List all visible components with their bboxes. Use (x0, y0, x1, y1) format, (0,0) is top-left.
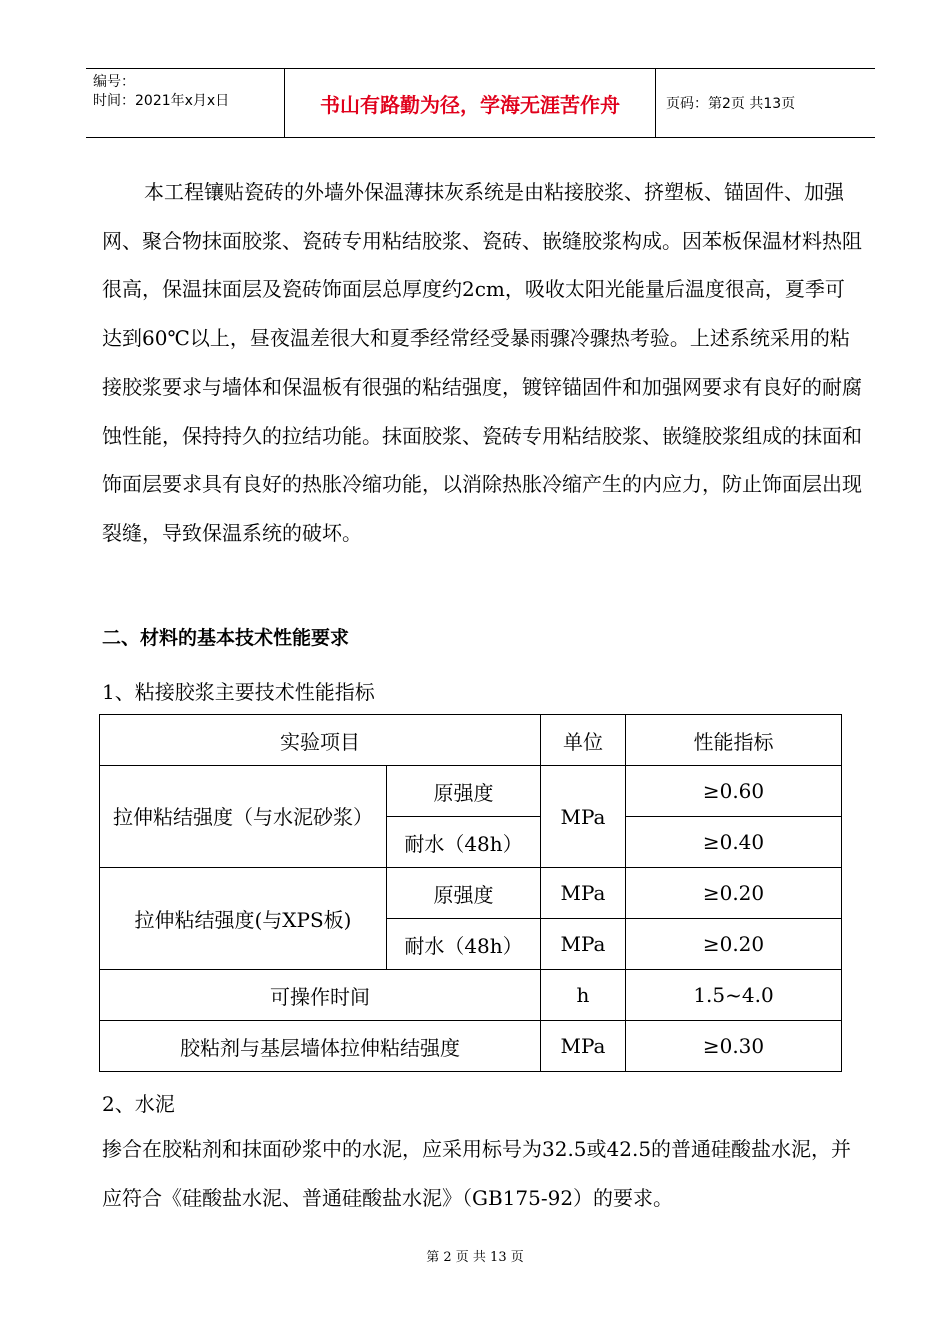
section-heading: 二、材料的基本技术性能要求 (102, 627, 350, 649)
intro-text: 本工程镶贴瓷砖的外墙外保温薄抹灰系统是由粘接胶浆、挤塑板、锚固件、加强网、聚合物抹面胶浆、瓷砖专用粘结胶浆、瓷砖、嵌缝胶浆构成。因苯板保温材料热阻很高，保温抹面层及瓷砖饰面层总厚度约2cm，吸收太阳光能量后温度很高，夏季可达到60℃以上，昼夜温差很大和夏季经常经受暴雨骤冷骤热考验。上述系统采用的粘接胶浆要求与墙体和保温板有很强的粘结强度，镀锌锚固件和加强网要求有良好的耐腐蚀性能，保持持久的拉结功能。抹面胶浆、瓷砖专用粘结胶浆、嵌缝胶浆组成的抹面和饰面层要求具有良好的热胀冷缩功能，以消除热胀冷缩产生的内应力，防止饰面层出现裂缝，导致保温系统的破坏。 (102, 180, 862, 545)
table-header-row (100, 715, 842, 766)
group2-unit-1: MPa (541, 868, 626, 919)
table-row (100, 1021, 842, 1072)
table-row (100, 766, 842, 817)
group2-cond-2: 耐水（48h） (387, 919, 541, 970)
row3-unit: h (541, 970, 626, 1021)
group2-value-1: ≥0.20 (626, 868, 842, 919)
cement-paragraph: 掺合在胶粘剂和抹面砂浆中的水泥，应采用标号为32.5或42.5的普通硅酸盐水泥，并应符合《硅酸盐水泥、普通硅酸盐水泥》（GB175-92）的要求。 (102, 1137, 852, 1210)
intro-paragraph (102, 168, 862, 558)
row3-value: 1.5~4.0 (626, 970, 842, 1021)
group1-cond-1: 原强度 (387, 766, 541, 817)
row4-value: ≥0.30 (626, 1021, 842, 1072)
table-row (100, 970, 842, 1021)
header-meta (86, 69, 285, 137)
group2-cond-1: 原强度 (387, 868, 541, 919)
group2-value-2: ≥0.20 (626, 919, 842, 970)
group2-unit-2: MPa (541, 919, 626, 970)
group1-cond-2: 耐水（48h） (387, 817, 541, 868)
group1-value-2: ≥0.40 (626, 817, 842, 868)
page-footer: 第 2 页 共 13 页 (426, 1250, 524, 1265)
group1-unit: MPa (541, 766, 626, 868)
row4-unit: MPa (541, 1021, 626, 1072)
header-page-info: 页码：第2页 共13页 (666, 96, 796, 112)
table-row (100, 868, 842, 919)
header-unit: 单位 (541, 715, 626, 766)
group1-name: 拉伸粘结强度（与水泥砂浆） (100, 766, 387, 868)
row4-item: 胶粘剂与基层墙体拉伸粘结强度 (100, 1021, 541, 1072)
time-label: 时间：2021年x月x日 (93, 93, 230, 109)
page-header (86, 68, 875, 138)
header-item: 实验项目 (100, 715, 541, 766)
subsection-title-2: 2、水泥 (102, 1092, 175, 1116)
group1-value-1: ≥0.60 (626, 766, 842, 817)
row3-item: 可操作时间 (100, 970, 541, 1021)
number-label: 编号： (93, 74, 135, 90)
subsection-title-1: 1、粘接胶浆主要技术性能指标 (102, 680, 375, 704)
spec-table (99, 714, 842, 1072)
header-value: 性能指标 (626, 715, 842, 766)
group2-name: 拉伸粘结强度(与XPS板) (100, 868, 387, 970)
header-motto: 书山有路勤为径，学海无涯苦作舟 (285, 69, 656, 137)
